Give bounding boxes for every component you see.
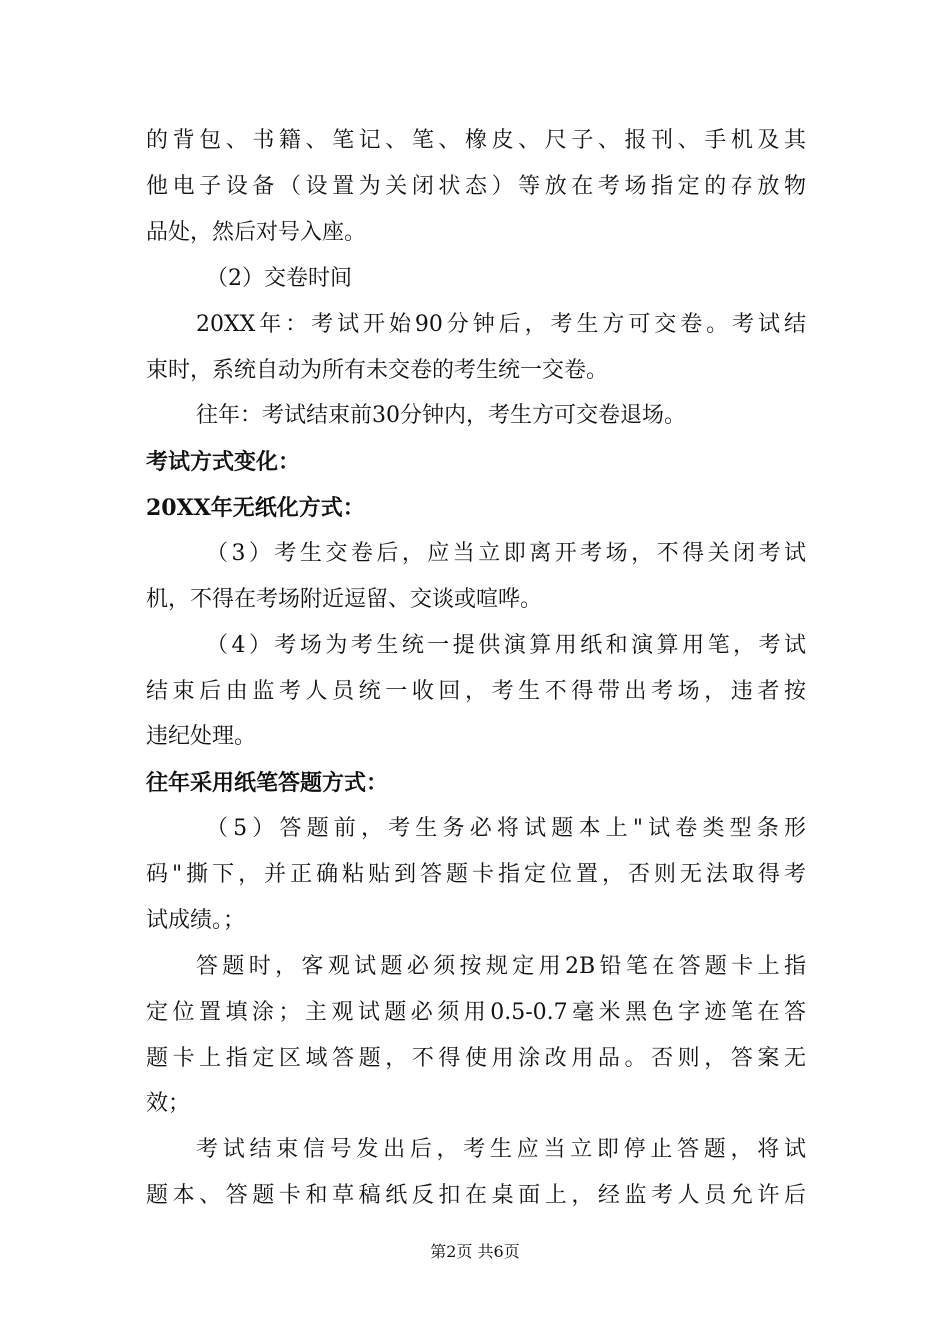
paragraph-line: （4）考场为考生统一提供演算用纸和演算用笔，考试 — [206, 633, 806, 658]
paragraph-line: 他电子设备（设置为关闭状态）等放在考场指定的存放物 — [146, 174, 806, 199]
bold-heading: 考试方式变化： — [146, 449, 301, 475]
paragraph-line: （3）考生交卷后，应当立即离开考场，不得关闭考试 — [206, 541, 806, 566]
paragraph-line: 的背包、书籍、笔记、笔、橡皮、尺子、报刊、手机及其 — [146, 128, 806, 153]
paragraph-line: 考试结束信号发出后，考生应当立即停止答题，将试 — [196, 1137, 806, 1162]
paragraph-line: 结束后由监考人员统一收回，考生不得带出考场，违者按 — [146, 679, 806, 704]
paragraph-line: 违纪处理。 — [146, 724, 257, 749]
paragraph-line: 效； — [146, 1091, 191, 1116]
paragraph-line: 往年：考试结束前30分钟内，考生方可交卷退场。 — [196, 403, 686, 428]
page-footer: 第2页 共6页 — [430, 1242, 520, 1261]
paragraph-line: 题卡上指定区域答题，不得使用涂改用品。否则，答案无 — [146, 1046, 806, 1071]
section-heading: （2）交卷时间 — [206, 266, 352, 291]
paragraph-line: （5）答题前，考生务必将试题本上"试卷类型条形 — [206, 816, 806, 841]
paragraph-line: 束时，系统自动为所有未交卷的考生统一交卷。 — [146, 358, 609, 383]
paragraph-line: 品处，然后对号入座。 — [146, 220, 367, 245]
paragraph-line: 定位置填涂；主观试题必须用0.5-0.7毫米黑色字迹笔在答 — [146, 1000, 806, 1025]
paragraph-line: 码"撕下，并正确粘贴到答题卡指定位置，否则无法取得考 — [146, 862, 806, 887]
bold-heading: 往年采用纸笔答题方式： — [146, 770, 389, 796]
paragraph-line: 题本、答题卡和草稿纸反扣在桌面上，经监考人员允许后 — [146, 1183, 806, 1208]
bold-heading: 20XX年无纸化方式： — [146, 495, 365, 521]
paragraph-line: 机，不得在考场附近逗留、交谈或喧哗。 — [146, 587, 543, 612]
paragraph-line: 20XX年：考试开始90分钟后，考生方可交卷。考试结 — [196, 312, 806, 337]
paragraph-line: 答题时，客观试题必须按规定用2B铅笔在答题卡上指 — [196, 954, 806, 979]
paragraph-line: 试成绩。； — [146, 908, 246, 933]
